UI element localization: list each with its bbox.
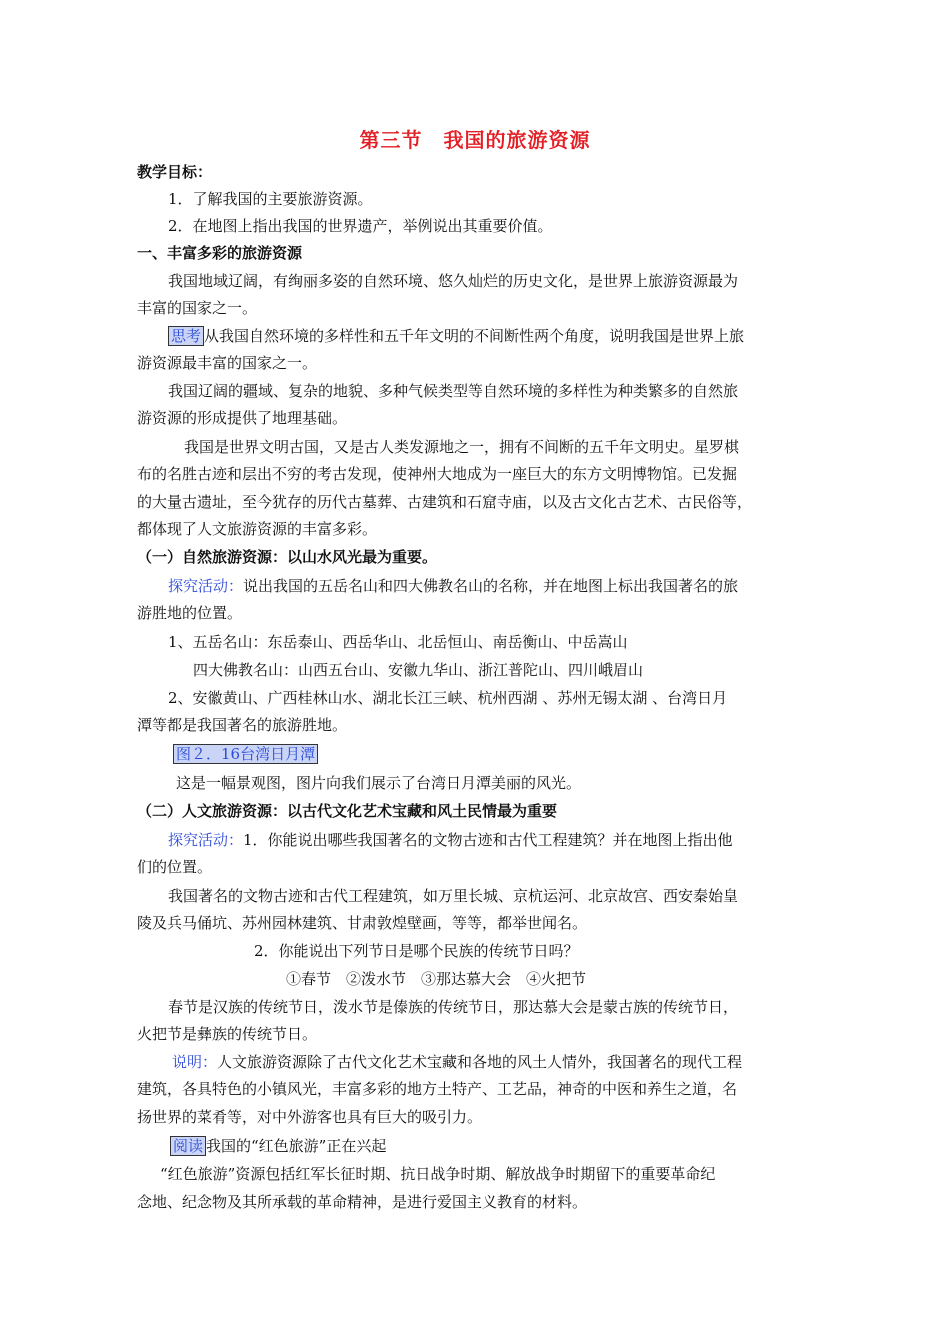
- answer-line: 四大佛教名山：山西五台山、安徽九华山、浙江普陀山、四川峨眉山: [193, 661, 644, 679]
- paragraph-line: 都体现了人文旅游资源的丰富多彩。: [137, 520, 378, 538]
- figure-description: 这是一幅景观图，图片向我们展示了台湾日月潭美丽的风光。: [176, 774, 582, 792]
- figure-reference[interactable]: [173, 744, 318, 764]
- read-tag: 阅读: [170, 1136, 206, 1156]
- note-text: 人文旅游资源除了古代文化艺术宝藏和各地的风土人情外，我国著名的现代工程: [217, 1053, 743, 1071]
- note-line: [172, 1052, 742, 1072]
- festival-options: ①春节 ②泼水节 ③那达慕大会 ④火把节: [286, 970, 587, 988]
- figure-tag[interactable]: 图２．16台湾日月潭: [173, 744, 318, 764]
- subsection-heading: （一）自然旅游资源：以山水风光最为重要。: [137, 548, 438, 566]
- paragraph-line: 扬世界的菜肴等，对中外游客也具有巨大的吸引力。: [137, 1108, 483, 1126]
- page-title: 第三节 我国的旅游资源: [359, 128, 591, 152]
- question-line: 2．你能说出下列节日是哪个民族的传统节日吗？: [254, 942, 579, 960]
- think-tag: 思考: [168, 326, 204, 346]
- think-line: [168, 326, 744, 346]
- paragraph-line: 们的位置。: [137, 858, 213, 876]
- paragraph-line: 丰富的国家之一。: [137, 299, 258, 317]
- activity-text: 说出我国的五岳名山和四大佛教名山的名称，并在地图上标出我国著名的旅: [243, 577, 739, 595]
- activity-tag: 探究活动：: [168, 831, 244, 849]
- activity-tag: 探究活动：: [168, 577, 244, 595]
- activity-line: [168, 830, 733, 850]
- answer-line: 我国著名的文物古迹和古代工程建筑，如万里长城、京杭运河、北京故宫、西安秦始皇: [168, 887, 739, 905]
- paragraph-line: “红色旅游”资源包括红军长征时期、抗日战争时期、解放战争时期留下的重要革命纪: [160, 1165, 716, 1183]
- think-text: 从我国自然环境的多样性和五千年文明的不间断性两个角度，说明我国是世界上旅: [204, 327, 745, 345]
- paragraph-line: 游资源最丰富的国家之一。: [137, 354, 318, 372]
- paragraph-line: 建筑，各具特色的小镇风光，丰富多彩的地方土特产、工艺品，神奇的中医和养生之道，名: [137, 1080, 738, 1098]
- answer-line: 潭等都是我国著名的旅游胜地。: [137, 716, 348, 734]
- section-heading: 一、丰富多彩的旅游资源: [137, 244, 303, 262]
- answer-line: 2、安徽黄山、广西桂林山水、湖北长江三峡、杭州西湖 、苏州无锡太湖 、台湾日月: [168, 689, 728, 707]
- answer-line: 春节是汉族的传统节日，泼水节是傣族的传统节日，那达慕大会是蒙古族的传统节日，: [168, 998, 739, 1016]
- objective-item: 2．在地图上指出我国的世界遗产，举例说出其重要价值。: [168, 217, 553, 235]
- read-title: 我国的“红色旅游”正在兴起: [206, 1137, 387, 1155]
- note-tag: 说明：: [172, 1053, 218, 1071]
- paragraph-line: 我国是世界文明古国，又是古人类发源地之一，拥有不间断的五千年文明史。星罗棋: [184, 438, 740, 456]
- subsection-heading: （二）人文旅游资源：以古代文化艺术宝藏和风土民情最为重要: [137, 802, 558, 820]
- paragraph-line: 我国辽阔的疆域、复杂的地貌、多种气候类型等自然环境的多样性为种类繁多的自然旅: [168, 382, 739, 400]
- paragraph-line: 念地、纪念物及其所承载的革命精神，是进行爱国主义教育的材料。: [137, 1193, 588, 1211]
- answer-line: 1、五岳名山：东岳泰山、西岳华山、北岳恒山、南岳衡山、中岳嵩山: [168, 633, 628, 651]
- answer-line: 火把节是彝族的传统节日。: [137, 1025, 318, 1043]
- activity-text: 1．你能说出哪些我国著名的文物古迹和古代工程建筑？并在地图上指出他: [243, 831, 733, 849]
- objectives-heading: 教学目标：: [137, 163, 213, 181]
- paragraph-line: 游胜地的位置。: [137, 604, 243, 622]
- reading-line: [170, 1136, 386, 1156]
- activity-line: [168, 576, 738, 596]
- paragraph-line: 的大量古遗址，至今犹存的历代古墓葬、古建筑和石窟寺庙，以及古文化古艺术、古民俗等，: [137, 493, 753, 511]
- paragraph-line: 游资源的形成提供了地理基础。: [137, 409, 348, 427]
- paragraph-line: 我国地域辽阔，有绚丽多姿的自然环境、悠久灿烂的历史文化，是世界上旅游资源最为: [168, 272, 739, 290]
- objective-item: 1．了解我国的主要旅游资源。: [168, 190, 373, 208]
- answer-line: 陵及兵马俑坑、苏州园林建筑、甘肃敦煌壁画，等等，都举世闻名。: [137, 914, 588, 932]
- paragraph-line: 布的名胜古迹和层出不穷的考古发现，使神州大地成为一座巨大的东方文明博物馆。已发掘: [137, 465, 738, 483]
